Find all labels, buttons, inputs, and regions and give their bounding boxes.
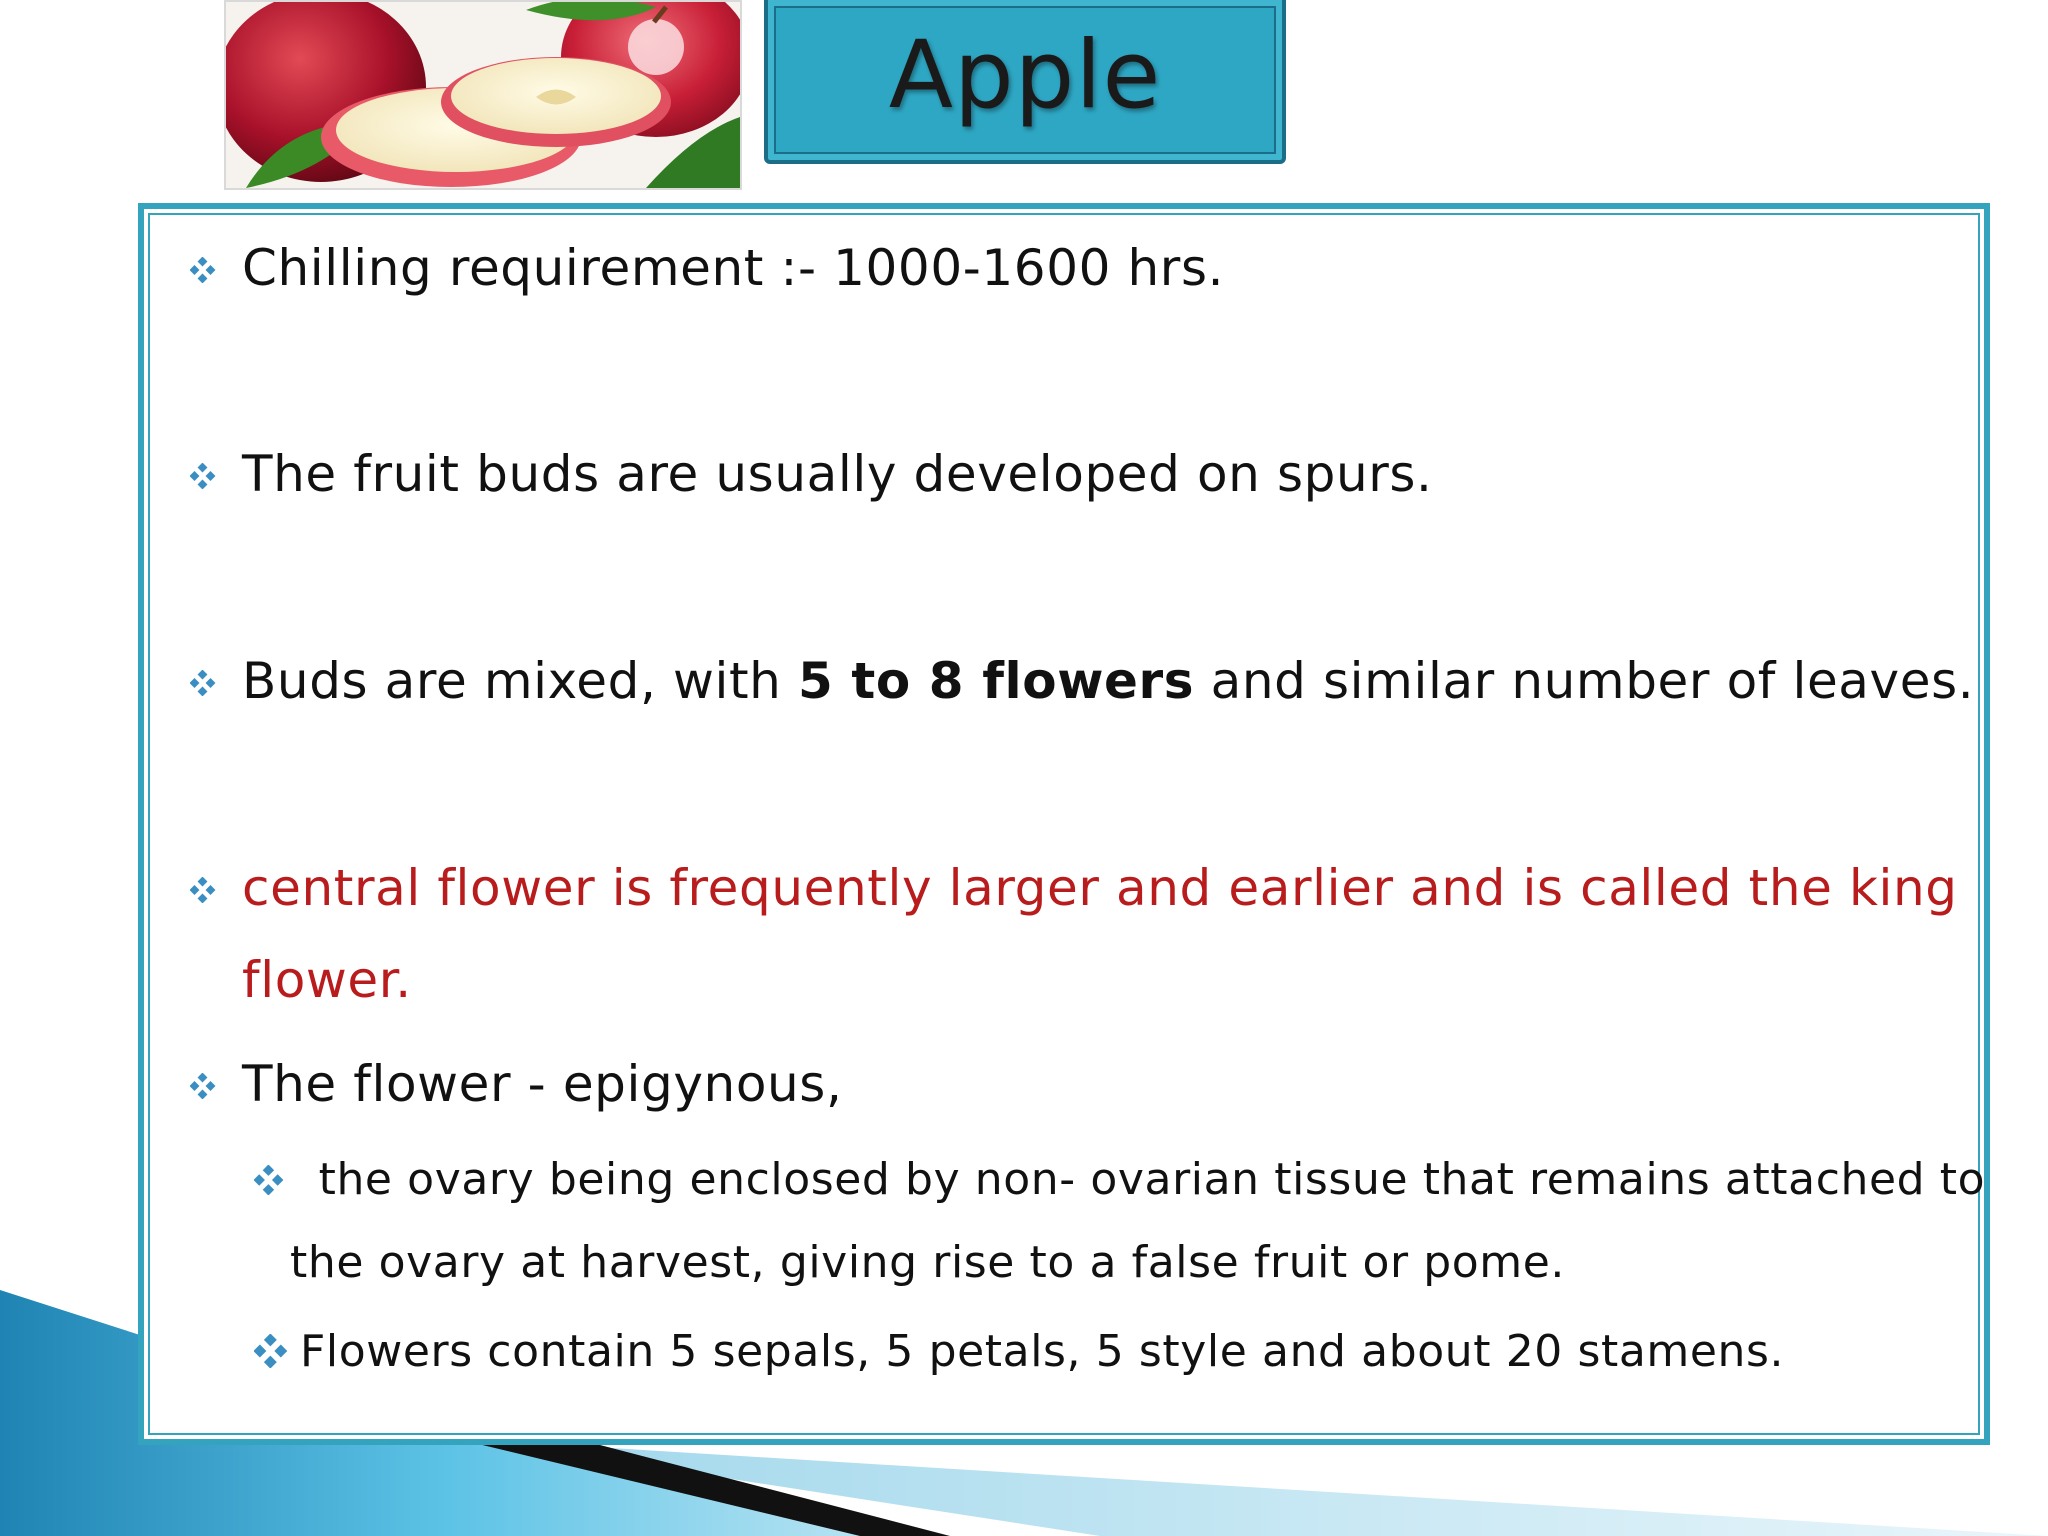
bullet-text-pre: Buds are mixed, with [242, 652, 798, 710]
bullet-text: The fruit buds are usually developed on spurs. [242, 445, 1433, 503]
sub-bullet-text-line1: the ovary being enclosed by non- ovarian tissue that remains attached to [304, 1154, 1986, 1205]
sub-bullet-text [290, 1138, 1986, 1304]
diamond-bullet-icon [190, 222, 242, 314]
bullet-item [190, 635, 1974, 727]
bullet-text [242, 842, 1958, 1026]
diamond-bullet-icon [254, 1138, 304, 1221]
bullet-text-line1: central flower is frequently larger and earlier and is called the king [242, 859, 1958, 917]
slide-title: Apple [888, 20, 1162, 130]
apple-image [224, 0, 742, 190]
bullet-item [190, 842, 1958, 1026]
diamond-bullet-icon [190, 842, 242, 934]
sub-bullet-item [254, 1138, 1985, 1304]
sub-bullet-text-line2: the ovary at harvest, giving rise to a false fruit or pome. [290, 1237, 1566, 1288]
bullet-text [242, 635, 1974, 727]
diamond-bullet-icon [254, 1310, 304, 1393]
sub-bullet-text: Flowers contain 5 sepals, 5 petals, 5 style and about 20 stamens. [300, 1326, 1785, 1377]
bullet-item [190, 222, 1224, 314]
title-banner [764, 0, 1286, 164]
bullet-text: The flower - epigynous, [242, 1055, 843, 1113]
diamond-bullet-icon [190, 1038, 242, 1130]
bullet-item [190, 1038, 842, 1130]
bullet-text: Chilling requirement :- 1000-1600 hrs. [242, 239, 1225, 297]
diamond-bullet-icon [190, 635, 242, 727]
bullet-text-post: and similar number of leaves. [1194, 652, 1975, 710]
bullet-text-line2: flower. [242, 951, 412, 1009]
bullet-text-bold: 5 to 8 flowers [797, 652, 1195, 710]
diamond-bullet-icon [190, 428, 242, 520]
bullet-item [190, 428, 1433, 520]
sub-bullet-item [254, 1310, 1784, 1393]
